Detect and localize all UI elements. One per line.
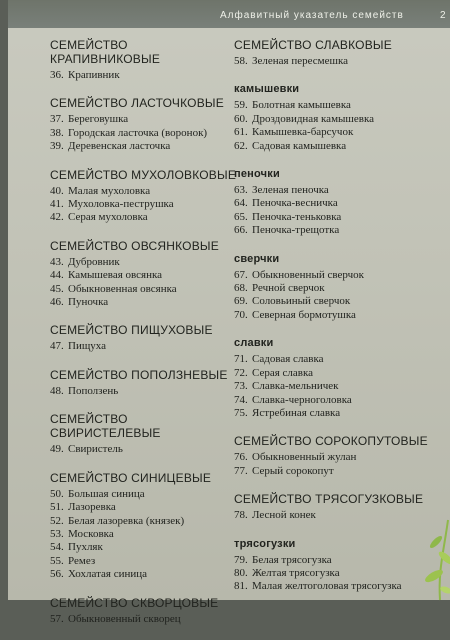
entry-number: 46. xyxy=(50,296,64,309)
index-entry xyxy=(50,515,240,528)
entry-name: Московка xyxy=(68,527,114,540)
family-heading: славки xyxy=(234,337,274,350)
entry-number: 45. xyxy=(50,282,64,295)
index-entry xyxy=(50,443,240,456)
entry-number: 64. xyxy=(234,197,248,210)
entry-number: 72. xyxy=(234,366,248,379)
entry-number: 61. xyxy=(234,126,248,139)
entry-number: 49. xyxy=(50,443,64,456)
index-entry xyxy=(234,407,434,420)
family-section xyxy=(50,323,240,353)
family-heading: СЕМЕЙСТВО КРАПИВНИКОВЫЕ xyxy=(50,38,161,66)
entry-name: Ремез xyxy=(68,554,96,567)
entry-name: Пеночка-трещотка xyxy=(252,224,340,237)
index-entry xyxy=(234,282,434,295)
entry-name: Обыкновенный жулан xyxy=(252,451,357,464)
family-section xyxy=(234,252,434,323)
entry-number: 59. xyxy=(234,99,248,112)
entry-name: Белая трясогузка xyxy=(252,553,332,566)
right-column xyxy=(234,38,434,608)
page-header xyxy=(8,0,450,28)
entry-number: 78. xyxy=(234,509,248,522)
index-entry xyxy=(50,613,240,626)
entry-number: 54. xyxy=(50,541,64,554)
index-entry xyxy=(234,269,434,282)
entry-number: 38. xyxy=(50,126,64,139)
entry-number: 60. xyxy=(234,112,248,125)
entry-name: Садовая камышевка xyxy=(252,139,347,152)
family-section xyxy=(234,336,434,420)
entry-number: 56. xyxy=(50,568,64,581)
index-entry xyxy=(234,140,434,153)
entry-name: Малая желтоголовая трясогузка xyxy=(252,580,402,593)
entry-name: Обыкновенный скворец xyxy=(68,612,181,625)
entry-name: Пеночка-теньковка xyxy=(252,210,342,223)
family-section xyxy=(234,167,434,238)
entry-number: 58. xyxy=(234,55,248,67)
entry-number: 74. xyxy=(234,393,248,406)
entry-name: Большая синица xyxy=(68,487,145,500)
entry-name: Речной сверчок xyxy=(252,282,325,295)
index-entry xyxy=(50,488,240,501)
index-entry xyxy=(50,501,240,514)
entry-name: Камышевая овсянка xyxy=(68,269,163,282)
index-entry xyxy=(50,528,240,541)
family-section xyxy=(234,492,434,522)
index-entry xyxy=(50,69,240,82)
index-entry xyxy=(234,184,434,197)
family-section xyxy=(50,368,240,398)
index-entry xyxy=(234,211,434,224)
entry-number: 66. xyxy=(234,224,248,237)
entry-number: 67. xyxy=(234,268,248,281)
family-section xyxy=(234,537,434,594)
family-section xyxy=(50,412,240,456)
index-entry xyxy=(50,269,240,282)
entry-name: Ястребиная славка xyxy=(252,406,341,419)
entry-number: 41. xyxy=(50,198,64,211)
entry-name: Зеленая пеночка xyxy=(252,184,329,197)
entry-number: 37. xyxy=(50,113,64,126)
entry-number: 65. xyxy=(234,210,248,223)
index-entry xyxy=(50,256,240,269)
entry-number: 63. xyxy=(234,184,248,197)
index-entry xyxy=(50,283,240,296)
entry-name: Свиристель xyxy=(68,443,123,456)
family-heading: СЕМЕЙСТВО СЛАВКОВЫЕ xyxy=(234,38,392,52)
family-heading: СЕМЕЙСТВО ЛАСТОЧКОВЫЕ xyxy=(50,96,224,111)
left-column xyxy=(50,38,240,640)
family-heading: СЕМЕЙСТВО СВИРИСТЕЛЕВЫЕ xyxy=(50,412,161,441)
family-heading: СЕМЕЙСТВО ТРЯСОГУЗКОВЫЕ xyxy=(234,492,424,507)
entry-name: Обыкновенный сверчок xyxy=(252,268,364,281)
entry-name: Деревенская ласточка xyxy=(68,140,171,153)
family-section xyxy=(234,38,434,68)
family-heading: СЕМЕЙСТВО СКВОРЦОВЫЕ xyxy=(50,595,219,610)
entry-number: 39. xyxy=(50,140,64,153)
plant-sprig-icon xyxy=(410,480,450,600)
entry-name: Славка-мельничек xyxy=(252,380,339,393)
entry-number: 62. xyxy=(234,139,248,152)
entry-name: Дубровник xyxy=(68,255,120,268)
entry-number: 47. xyxy=(50,340,64,353)
index-entry xyxy=(234,99,434,112)
index-entry xyxy=(234,580,434,593)
index-entry xyxy=(234,197,434,210)
entry-number: 70. xyxy=(234,308,248,321)
index-entry xyxy=(234,465,434,478)
index-entry xyxy=(234,509,434,522)
entry-name: Серая славка xyxy=(252,366,314,379)
index-entry xyxy=(234,394,434,407)
entry-name: Мухоловка-пеструшка xyxy=(68,198,174,211)
family-section xyxy=(50,96,240,153)
index-entry xyxy=(234,353,434,366)
entry-name: Городская ласточка (воронок) xyxy=(68,126,208,139)
family-section xyxy=(50,38,240,82)
entry-number: 77. xyxy=(234,464,248,477)
family-section xyxy=(234,82,434,153)
entry-name: Крапивник xyxy=(68,69,120,81)
entry-number: 44. xyxy=(50,269,64,282)
index-entry xyxy=(50,140,240,153)
page-number: 2 xyxy=(440,10,446,21)
entry-name: Береговушка xyxy=(68,113,129,126)
entry-name: Славка-черноголовка xyxy=(252,393,352,406)
index-entry xyxy=(50,568,240,581)
entry-name: Болотная камышевка xyxy=(252,99,351,112)
entry-name: Лазоревка xyxy=(68,501,116,514)
index-entry xyxy=(234,126,434,139)
family-section xyxy=(50,596,240,626)
index-entry xyxy=(234,567,434,580)
entry-number: 43. xyxy=(50,255,64,268)
book-page xyxy=(8,0,450,625)
entry-number: 40. xyxy=(50,184,64,197)
entry-name: Обыкновенная овсянка xyxy=(68,282,177,295)
index-entry xyxy=(234,295,434,308)
entry-name: Садовая славка xyxy=(252,353,324,366)
family-heading: пеночки xyxy=(234,168,280,181)
index-entry xyxy=(50,385,240,398)
index-entry xyxy=(50,127,240,140)
entry-name: Белая лазоревка (князек) xyxy=(68,514,185,527)
entry-number: 79. xyxy=(234,553,248,566)
entry-name: Пеночка-весничка xyxy=(252,197,338,210)
entry-name: Камышевка-барсучок xyxy=(252,126,354,139)
entry-number: 75. xyxy=(234,406,248,419)
family-heading: СЕМЕЙСТВО ОВСЯНКОВЫЕ xyxy=(50,238,219,253)
entry-name: Хохлатая синица xyxy=(68,568,148,581)
family-heading: СЕМЕЙСТВО ПОПОЛЗНЕВЫЕ xyxy=(50,367,228,382)
entry-number: 80. xyxy=(234,566,248,579)
entry-name: Северная бормотушка xyxy=(252,308,356,321)
entry-name: Серая мухоловка xyxy=(68,211,148,224)
entry-name: Дроздовидная камышевка xyxy=(252,112,375,125)
index-entry xyxy=(50,555,240,568)
family-heading: СЕМЕЙСТВО МУХОЛОВКОВЫЕ xyxy=(50,167,237,182)
entry-number: 50. xyxy=(50,487,64,500)
index-entry xyxy=(234,224,434,237)
entry-number: 73. xyxy=(234,380,248,393)
index-entry xyxy=(50,113,240,126)
index-entry xyxy=(50,541,240,554)
index-entry xyxy=(50,185,240,198)
family-section xyxy=(50,168,240,225)
entry-number: 69. xyxy=(234,295,248,308)
family-section xyxy=(50,239,240,310)
family-section xyxy=(50,471,240,582)
entry-number: 51. xyxy=(50,501,64,514)
entry-name: Пухляк xyxy=(68,541,103,554)
entry-name: Лесной конек xyxy=(252,509,316,522)
index-entry xyxy=(234,309,434,322)
index-entry xyxy=(50,211,240,224)
entry-number: 57. xyxy=(50,612,64,625)
entry-number: 76. xyxy=(234,451,248,464)
entry-number: 42. xyxy=(50,211,64,224)
index-entry xyxy=(234,367,434,380)
index-entry xyxy=(234,55,434,68)
family-heading: сверчки xyxy=(234,252,280,265)
header-title: Алфавитный указатель семейств xyxy=(220,10,404,21)
entry-number: 52. xyxy=(50,514,64,527)
entry-name: Серый сорокопут xyxy=(252,464,334,477)
entry-number: 36. xyxy=(50,69,64,81)
entry-number: 48. xyxy=(50,384,64,397)
entry-name: Пищуха xyxy=(68,340,107,353)
family-heading: СЕМЕЙСТВО СОРОКОПУТОВЫЕ xyxy=(234,434,428,449)
entry-name: Малая мухоловка xyxy=(68,184,151,197)
entry-number: 68. xyxy=(234,282,248,295)
entry-number: 71. xyxy=(234,353,248,366)
entry-number: 53. xyxy=(50,527,64,540)
family-heading: камышевки xyxy=(234,83,300,96)
entry-name: Пуночка xyxy=(68,296,109,309)
index-entry xyxy=(234,451,434,464)
entry-number: 81. xyxy=(234,580,248,593)
family-section xyxy=(234,434,434,478)
entry-name: Поползень xyxy=(68,384,119,397)
index-entry xyxy=(50,198,240,211)
entry-name: Желтая трясогузка xyxy=(252,566,340,579)
family-heading: СЕМЕЙСТВО СИНИЦЕВЫЕ xyxy=(50,470,212,485)
index-entry xyxy=(234,554,434,567)
family-heading: СЕМЕЙСТВО ПИЩУХОВЫЕ xyxy=(50,323,213,338)
index-entry xyxy=(234,113,434,126)
index-entry xyxy=(50,296,240,309)
index-entry xyxy=(234,380,434,393)
entry-number: 55. xyxy=(50,554,64,567)
entry-name: Соловьиный сверчок xyxy=(252,295,351,308)
family-heading: трясогузки xyxy=(234,537,296,550)
index-entry xyxy=(50,340,240,353)
entry-name: Зеленая пересмешка xyxy=(252,55,349,67)
